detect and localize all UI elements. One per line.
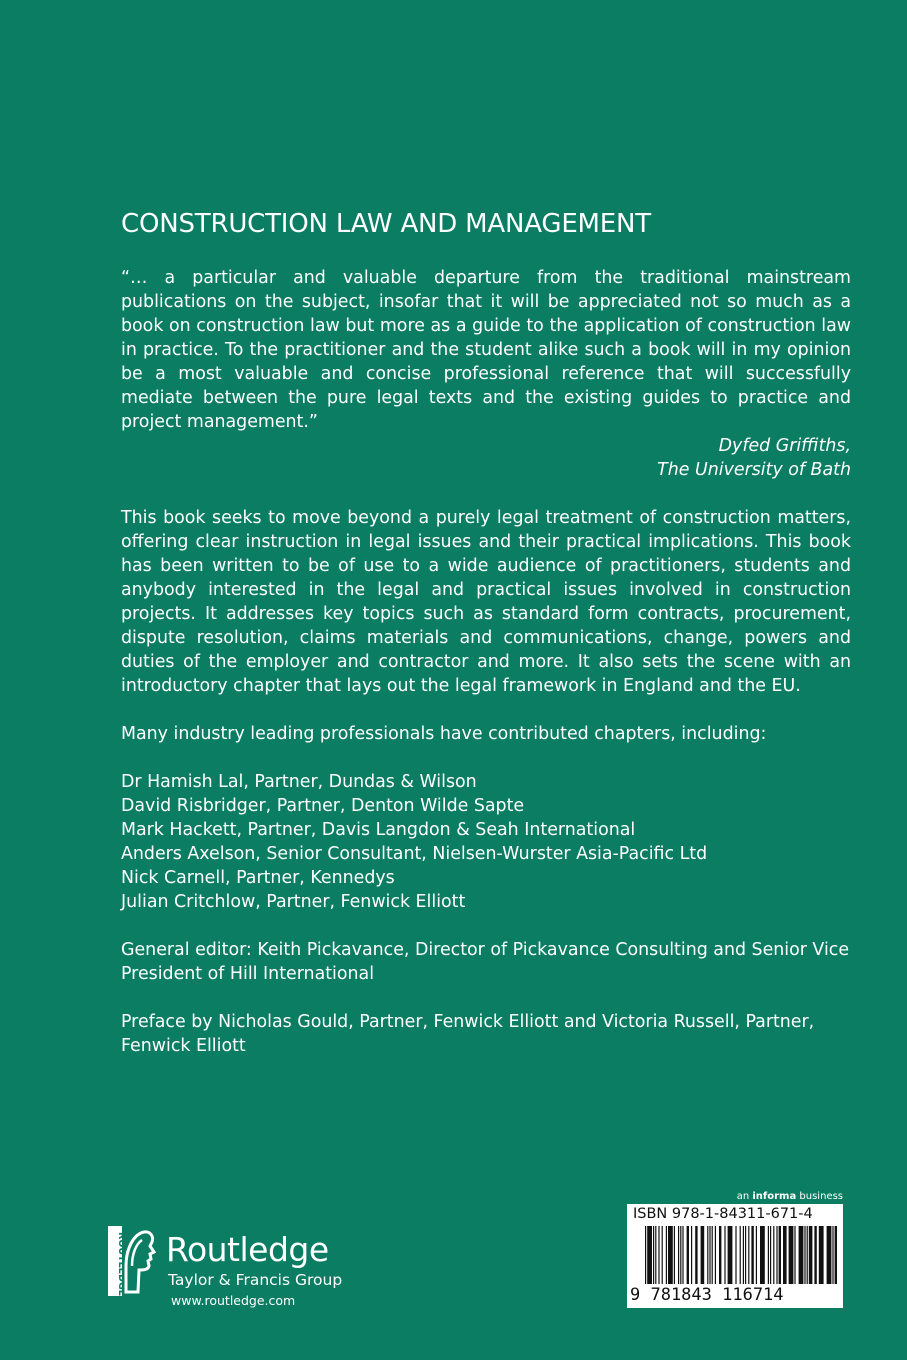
barcode-bar xyxy=(715,1226,716,1284)
preface-credit: Preface by Nicholas Gould, Partner, Fenwick Elliott and Victoria Russell, Partner, Fenwick Elliott xyxy=(121,1012,815,1056)
barcode-bar xyxy=(760,1226,765,1284)
barcode-bar xyxy=(662,1226,663,1284)
publisher-name: Routledge xyxy=(166,1230,329,1269)
barcode-bar xyxy=(687,1226,689,1284)
reviewer-affiliation: The University of Bath xyxy=(657,460,851,480)
contributor-item: Nick Carnell, Partner, Kennedys xyxy=(121,868,395,888)
barcode-bar xyxy=(680,1226,681,1284)
book-description: This book seeks to move beyond a purely legal treatment of construction matters, offering clear instruction in legal issues and their practical implications. This book has been written to be of use to a wide audience of practitioners, students and anybody interested in the legal and practical issues involved in construction projects. It addresses key topics such as standard form contracts, procurement, dispute resolution, claims materials and communications, change, powers and duties of the employer and contractor and more. It also sets the scene with an introductory chapter that lays out the legal framework in England and the EU. xyxy=(121,508,851,696)
barcode-bar xyxy=(804,1226,805,1284)
barcode-bar xyxy=(719,1226,721,1284)
barcode-bar xyxy=(701,1226,705,1284)
publisher-group: Taylor & Francis Group xyxy=(168,1271,343,1289)
publisher-logo xyxy=(108,1226,368,1316)
contributor-item: Anders Axelson, Senior Consultant, Nielsen-Wurster Asia-Pacific Ltd xyxy=(121,844,708,864)
barcode-bar xyxy=(691,1226,692,1284)
barcode-bar xyxy=(740,1226,741,1284)
barcode-bar xyxy=(773,1226,774,1284)
contributor-item: Julian Critchlow, Partner, Fenwick Elliott xyxy=(121,892,466,912)
review-quote: “… a particular and valuable departure from the traditional mainstream publications on the subject, insofar that it will be appreciated not so much as a book on construction law but more as a guide to the application of construction law in practice. To the practitioner and the student alike such a book will in my opinion be a most valuable and concise professional reference that will successfully mediate between the pure legal texts and the existing guides to practice and project management.” xyxy=(121,268,851,432)
barcode-bar xyxy=(745,1226,746,1284)
barcode-bar xyxy=(835,1226,837,1284)
contributor-item: David Risbridger, Partner, Denton Wilde Sapte xyxy=(121,796,525,816)
barcode-bar xyxy=(653,1226,654,1284)
informa-tagline xyxy=(700,1190,843,1204)
barcode-bar xyxy=(832,1226,833,1284)
barcode-bar xyxy=(819,1226,824,1284)
barcode-bar xyxy=(799,1226,804,1284)
contributors-intro: Many industry leading professionals have contributed chapters, including: xyxy=(121,724,767,744)
barcode-bar xyxy=(674,1226,675,1284)
routledge-head-icon xyxy=(108,1226,156,1296)
contributors-list xyxy=(121,770,851,914)
contributor-item: Dr Hamish Lal, Partner, Dundas & Wilson xyxy=(121,772,477,792)
barcode-bar xyxy=(779,1226,781,1284)
barcode-bar xyxy=(794,1226,795,1284)
barcode-bar xyxy=(776,1226,777,1284)
informa-prefix: an xyxy=(736,1191,750,1202)
barcode-bar xyxy=(789,1226,794,1284)
barcode-bar xyxy=(751,1226,753,1284)
barcode-bar xyxy=(814,1226,816,1284)
isbn-label: ISBN 978-1-84311-671-4 xyxy=(633,1206,813,1222)
barcode-bar xyxy=(827,1226,832,1284)
barcode-bar xyxy=(668,1226,673,1284)
barcode-bar xyxy=(655,1226,656,1284)
barcode-bar xyxy=(756,1226,757,1284)
book-title: CONSTRUCTION LAW AND MANAGEMENT xyxy=(121,209,651,239)
barcode-bar xyxy=(809,1226,813,1284)
barcode-bar xyxy=(743,1226,744,1284)
barcode-bar xyxy=(807,1226,808,1284)
barcode-bar xyxy=(666,1226,667,1284)
barcode-bar xyxy=(709,1226,710,1284)
barcode-bar xyxy=(724,1226,725,1284)
barcode-bar xyxy=(707,1226,708,1284)
publisher-url: www.routledge.com xyxy=(171,1293,296,1308)
barcode-bar xyxy=(682,1226,683,1284)
informa-brand: informa xyxy=(752,1191,797,1202)
isbn-barcode xyxy=(627,1204,843,1308)
barcode-bar xyxy=(658,1226,659,1284)
logo-vertical-text: ROUTLEDGE xyxy=(116,1232,127,1296)
quote-attribution xyxy=(121,434,851,482)
reviewer-name: Dyfed Griffiths, xyxy=(718,436,851,456)
general-editor: General editor: Keith Pickavance, Director of Pickavance Consulting and Senior Vice President of Hill International xyxy=(121,940,850,984)
barcode-bar xyxy=(712,1226,713,1284)
informa-suffix: business xyxy=(799,1191,843,1202)
barcode-bar xyxy=(728,1226,733,1284)
barcode-bar xyxy=(678,1226,679,1284)
barcode-bar xyxy=(783,1226,787,1284)
barcode-bar xyxy=(695,1226,697,1284)
barcode-bar xyxy=(735,1226,736,1284)
contributor-item: Mark Hackett, Partner, Davis Langdon & Seah International xyxy=(121,820,636,840)
barcode-bar xyxy=(748,1226,749,1284)
barcode-digits: 9 781843 116714 xyxy=(630,1285,784,1305)
